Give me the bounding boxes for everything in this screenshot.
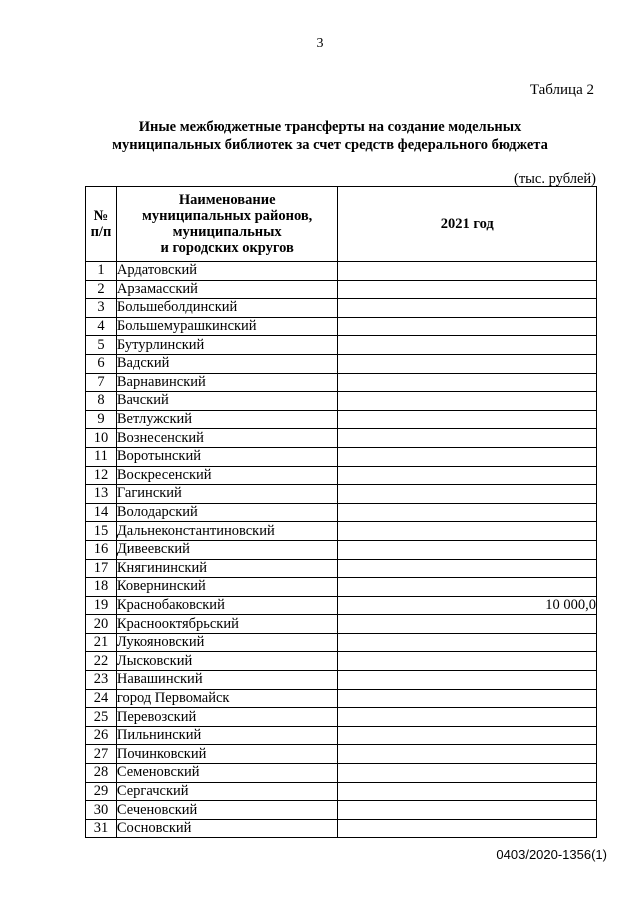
row-name: Арзамасский: [116, 280, 338, 299]
row-value: [338, 633, 597, 652]
header-name-line-3: муниципальных: [172, 224, 282, 240]
row-name: город Первомайск: [116, 689, 338, 708]
title-line-2: муниципальных библиотек за счет средств федерального бюджета: [112, 137, 548, 153]
table-row: [86, 522, 597, 541]
row-name: Пильнинский: [116, 726, 338, 745]
header-name-line-4: и городских округов: [160, 240, 294, 256]
row-number: 9: [86, 410, 117, 429]
table-row: [86, 354, 597, 373]
row-number: 20: [86, 615, 117, 634]
row-value: [338, 392, 597, 411]
table-row: [86, 671, 597, 690]
row-number: 3: [86, 299, 117, 318]
row-name: Варнавинский: [116, 373, 338, 392]
header-number-line-1: №: [93, 208, 109, 224]
row-number: 8: [86, 392, 117, 411]
row-value: [338, 466, 597, 485]
row-number: 7: [86, 373, 117, 392]
row-number: 30: [86, 801, 117, 820]
row-value: [338, 503, 597, 522]
row-value: [338, 410, 597, 429]
row-number: 5: [86, 336, 117, 355]
row-name: Лысковский: [116, 652, 338, 671]
table-row: [86, 615, 597, 634]
row-value: [338, 689, 597, 708]
row-name: Вознесенский: [116, 429, 338, 448]
row-name: Ветлужский: [116, 410, 338, 429]
row-number: 10: [86, 429, 117, 448]
row-name: Лукояновский: [116, 633, 338, 652]
title-line-1: Иные межбюджетные трансферты на создание модельных: [138, 119, 522, 135]
row-value: [338, 354, 597, 373]
row-value: [338, 652, 597, 671]
row-name: Ковернинский: [116, 578, 338, 597]
row-name: Воскресенский: [116, 466, 338, 485]
table-row: [86, 596, 597, 615]
row-value: [338, 447, 597, 466]
row-name: Ардатовский: [116, 262, 338, 281]
row-number: 1: [86, 262, 117, 281]
table-body: [86, 262, 597, 838]
row-name: Сергачский: [116, 782, 338, 801]
page-number: 3: [316, 36, 324, 51]
row-name: Дальнеконстантиновский: [116, 522, 338, 541]
header-number-line-2: п/п: [90, 224, 112, 240]
row-number: 19: [86, 596, 117, 615]
row-name: Володарский: [116, 503, 338, 522]
table-row: [86, 280, 597, 299]
row-value: 10 000,0: [338, 596, 597, 615]
row-name: Вадский: [116, 354, 338, 373]
row-value: [338, 708, 597, 727]
table-row: [86, 299, 597, 318]
row-name: Большеболдинский: [116, 299, 338, 318]
row-value: [338, 317, 597, 336]
row-name: Воротынский: [116, 447, 338, 466]
table-label: Таблица 2: [529, 82, 594, 98]
row-number: 21: [86, 633, 117, 652]
table-row: [86, 726, 597, 745]
row-number: 2: [86, 280, 117, 299]
row-value: [338, 764, 597, 783]
table-row: [86, 801, 597, 820]
row-value: [338, 559, 597, 578]
table-row: [86, 410, 597, 429]
row-value: [338, 299, 597, 318]
row-number: 23: [86, 671, 117, 690]
table-row: [86, 429, 597, 448]
row-number: 11: [86, 447, 117, 466]
table-row: [86, 559, 597, 578]
table-row: [86, 819, 597, 838]
row-name: Гагинский: [116, 485, 338, 504]
table-row: [86, 633, 597, 652]
table-row: [86, 373, 597, 392]
header-name-line-2: муниципальных районов,: [142, 208, 313, 224]
header-number: [86, 187, 117, 262]
row-value: [338, 522, 597, 541]
transfers-table: [85, 186, 597, 838]
table-row: [86, 485, 597, 504]
table-row: [86, 745, 597, 764]
row-value: [338, 726, 597, 745]
row-number: 17: [86, 559, 117, 578]
table-row: [86, 466, 597, 485]
row-number: 29: [86, 782, 117, 801]
row-name: Перевозский: [116, 708, 338, 727]
row-number: 6: [86, 354, 117, 373]
row-number: 16: [86, 540, 117, 559]
row-number: 31: [86, 819, 117, 838]
table-row: [86, 447, 597, 466]
row-name: Княгининский: [116, 559, 338, 578]
row-name: Семеновский: [116, 764, 338, 783]
header-year: 2021 год: [338, 187, 597, 262]
row-value: [338, 262, 597, 281]
row-number: 15: [86, 522, 117, 541]
row-number: 12: [86, 466, 117, 485]
row-name: Краснобаковский: [116, 596, 338, 615]
row-value: [338, 801, 597, 820]
row-value: [338, 336, 597, 355]
table-row: [86, 708, 597, 727]
row-value: [338, 373, 597, 392]
row-name: Большемурашкинский: [116, 317, 338, 336]
row-number: 13: [86, 485, 117, 504]
table-row: [86, 540, 597, 559]
table-row: [86, 336, 597, 355]
table-row: [86, 652, 597, 671]
row-value: [338, 782, 597, 801]
footer-code: 0403/2020-1356(1): [496, 847, 607, 862]
table-row: [86, 503, 597, 522]
units-label: (тыс. рублей): [514, 171, 596, 187]
row-number: 27: [86, 745, 117, 764]
header-name: [116, 187, 338, 262]
row-number: 4: [86, 317, 117, 336]
row-value: [338, 671, 597, 690]
header-name-line-1: Наименование: [178, 192, 276, 208]
row-name: Бутурлинский: [116, 336, 338, 355]
row-value: [338, 819, 597, 838]
table-row: [86, 578, 597, 597]
table-row: [86, 262, 597, 281]
row-number: 14: [86, 503, 117, 522]
row-value: [338, 485, 597, 504]
row-number: 28: [86, 764, 117, 783]
row-number: 22: [86, 652, 117, 671]
table-row: [86, 689, 597, 708]
row-number: 18: [86, 578, 117, 597]
row-value: [338, 540, 597, 559]
document-title: [60, 118, 600, 154]
row-name: Навашинский: [116, 671, 338, 690]
row-number: 25: [86, 708, 117, 727]
row-name: Дивеевский: [116, 540, 338, 559]
table-header-row: [86, 187, 597, 262]
row-name: Починковский: [116, 745, 338, 764]
table-row: [86, 764, 597, 783]
row-value: [338, 280, 597, 299]
row-value: [338, 578, 597, 597]
table-row: [86, 392, 597, 411]
row-value: [338, 429, 597, 448]
row-number: 24: [86, 689, 117, 708]
row-name: Краснооктябрьский: [116, 615, 338, 634]
row-name: Сосновский: [116, 819, 338, 838]
row-name: Сеченовский: [116, 801, 338, 820]
table-row: [86, 317, 597, 336]
row-value: [338, 745, 597, 764]
table-row: [86, 782, 597, 801]
row-name: Вачский: [116, 392, 338, 411]
row-number: 26: [86, 726, 117, 745]
row-value: [338, 615, 597, 634]
